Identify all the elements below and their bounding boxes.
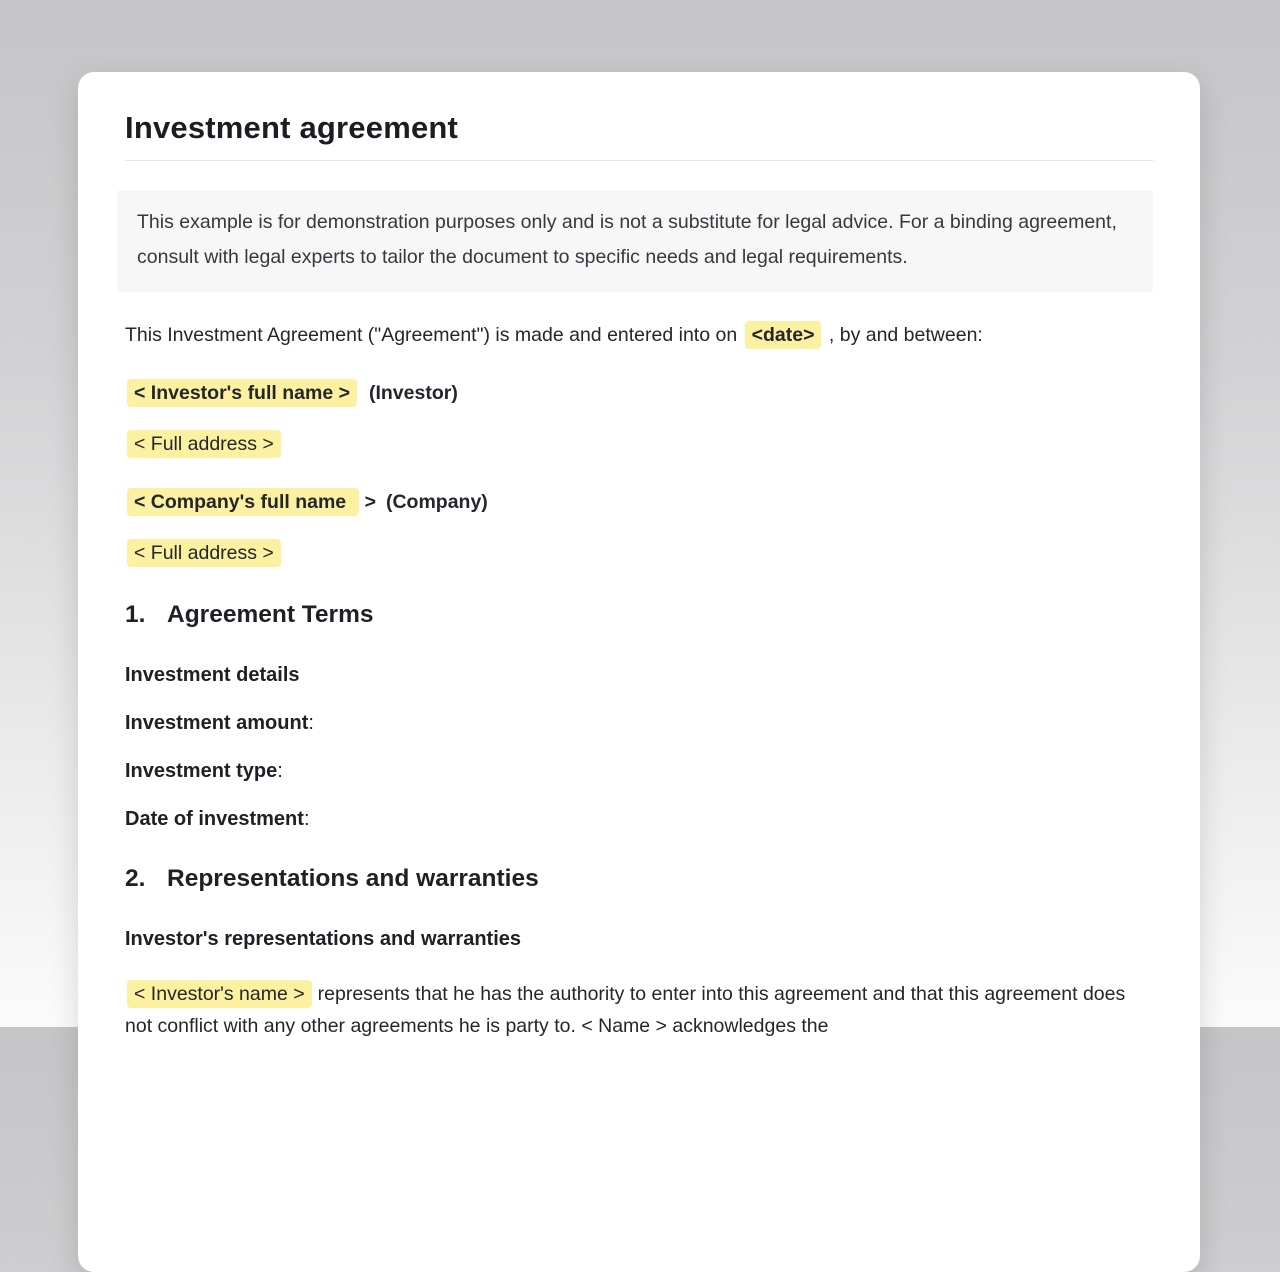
section-number: 2. [125,865,146,892]
section-number: 1. [125,601,146,628]
intro-text-after: , by and between: [823,324,983,346]
field-colon: : [303,808,310,830]
representations-paragraph [125,978,1153,1042]
field-investment-amount [125,709,1153,737]
field-colon: : [308,712,314,734]
field-label: Investment type [125,760,278,782]
section-heading-representations [125,862,1153,895]
field-colon: : [277,760,283,782]
date-placeholder-highlight[interactable]: <date> [745,321,822,349]
disclaimer-callout [117,190,1153,292]
title-divider [125,160,1153,161]
intro-paragraph [125,319,1153,351]
subheading-investment-details: Investment details [125,664,300,686]
company-address-line [125,537,1153,569]
subheading-investor-representations: Investor's representations and warranties [125,928,522,950]
representations-text: represents that he has the authority to enter into this agreement and that this agreement does not conflict with any other agreements he is party to. < Name > acknowledges the [125,983,1126,1037]
field-investment-type [125,757,1153,785]
investor-name-highlight[interactable]: < Investor's full name > [127,379,357,407]
investor-address-highlight[interactable]: < Full address > [127,430,281,458]
document-card [78,72,1200,1272]
company-role-label: (Company) [385,491,488,513]
section-title: Representations and warranties [167,865,539,892]
field-label: Date of investment [125,808,304,830]
investor-name-inline-highlight[interactable]: < Investor's name > [127,980,312,1008]
page-title: Investment agreement [125,110,459,145]
company-address-highlight[interactable]: < Full address > [127,539,281,567]
company-name-highlight[interactable]: < Company's full name [127,488,359,516]
section-title: Agreement Terms [167,601,374,628]
company-name-suffix: > [364,491,376,513]
investor-role-label: (Investor) [368,382,458,404]
section-heading-agreement-terms [125,598,1153,631]
investor-name-line [125,377,1153,409]
intro-text-before: This Investment Agreement ("Agreement") is made and entered into on [125,324,743,346]
field-date-of-investment [125,805,1153,833]
investor-address-line [125,428,1153,460]
field-label: Investment amount [125,712,309,734]
disclaimer-text: This example is for demonstration purposes only and is not a substitute for legal advice. For a binding agreement, consult with legal experts to tailor the document to specific needs and legal requirements. [137,211,1117,268]
company-name-line [125,486,1153,518]
